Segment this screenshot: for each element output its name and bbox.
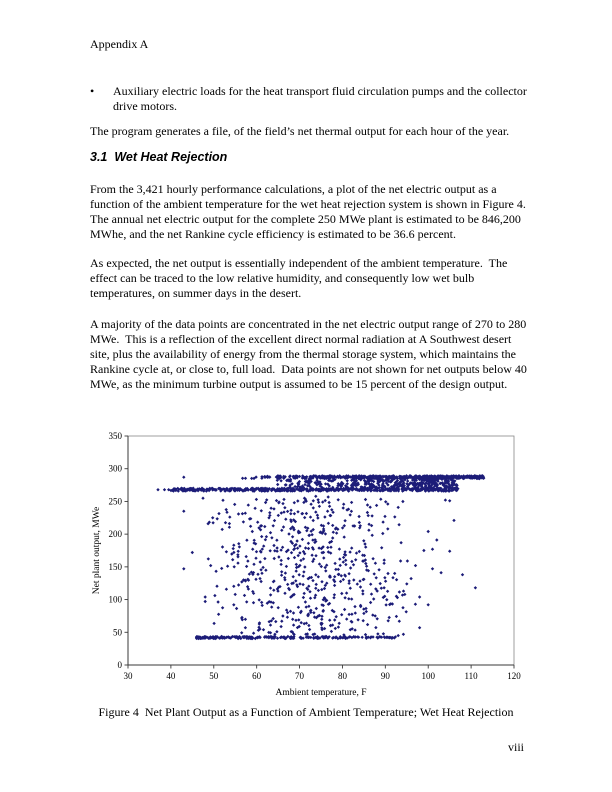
figure-caption: Figure 4 Net Plant Output as a Function of Ambient Temperature; Wet Heat Rejection: [98, 705, 514, 719]
scatter-plot: [86, 427, 548, 701]
x-tick-label: 70: [295, 671, 305, 681]
paragraph-intro: The program generates a file, of the field’s net thermal output for each hour of the year.: [90, 124, 510, 138]
y-tick-label: 350: [108, 431, 122, 441]
paragraph-2: As expected, the net output is essentially independent of the ambient temperature. The effect can be traced to the low relative humidity, and consequently low wet bulb temperatures, on summer days in the desert.: [90, 256, 511, 301]
bullet-item: [90, 84, 530, 114]
x-tick-label: 40: [166, 671, 176, 681]
x-tick-label: 80: [337, 671, 347, 681]
y-tick-label: 50: [113, 627, 122, 638]
x-tick-label: 60: [252, 671, 262, 681]
y-tick-label: 250: [108, 496, 122, 507]
x-tick-label: 50: [209, 671, 219, 681]
y-tick-label: 100: [108, 594, 122, 605]
y-tick-label: 200: [108, 529, 122, 540]
x-tick-label: 90: [380, 671, 390, 681]
plot-frame: [128, 436, 514, 665]
page-header: Appendix A: [90, 37, 149, 51]
page-number: viii: [507, 740, 524, 754]
y-tick-label: 150: [108, 561, 122, 572]
x-axis-title: Ambient temperature, F: [275, 688, 367, 698]
x-tick-label: 120: [507, 671, 521, 681]
scatter-points: [156, 474, 485, 640]
bullet-text: Auxiliary electric loads for the heat transport fluid circulation pumps and the collector drive motors.: [113, 84, 530, 113]
bullet-marker: •: [90, 84, 95, 98]
paragraph-3: A majority of the data points are concentrated in the net electric output range of 270 to 280 MWe. This is a reflection of the excellent direct normal radiation at A Southwest desert site, plus the availability of energy from the thermal storage system, which maintains the Rankine cycle at, or close to, full load. Data points are not shown for net outputs below 40 MWe, as the minimum turbine output is assumed to be 15 percent of the design output.: [90, 317, 530, 392]
x-tick-label: 110: [464, 671, 478, 681]
y-tick-label: 0: [117, 660, 122, 670]
y-axis-title: Net plant output, MWe: [92, 506, 102, 595]
section-heading: 3.1 Wet Heat Rejection: [90, 150, 228, 164]
x-tick-label: 30: [123, 671, 133, 681]
figure-4-scatter-chart: [86, 427, 548, 701]
y-tick-label: 300: [108, 463, 122, 474]
x-tick-label: 100: [421, 671, 435, 681]
paragraph-1: From the 3,421 hourly performance calculations, a plot of the net electric output as a function of the ambient temperature for the wet heat rejection system is shown in Figure 4. The annual net electric output for the complete 250 MWe plant is estimated to be 846,200 MWhe, and the net Rankine cycle efficiency is estimated to be 36.6 percent.: [90, 182, 532, 242]
